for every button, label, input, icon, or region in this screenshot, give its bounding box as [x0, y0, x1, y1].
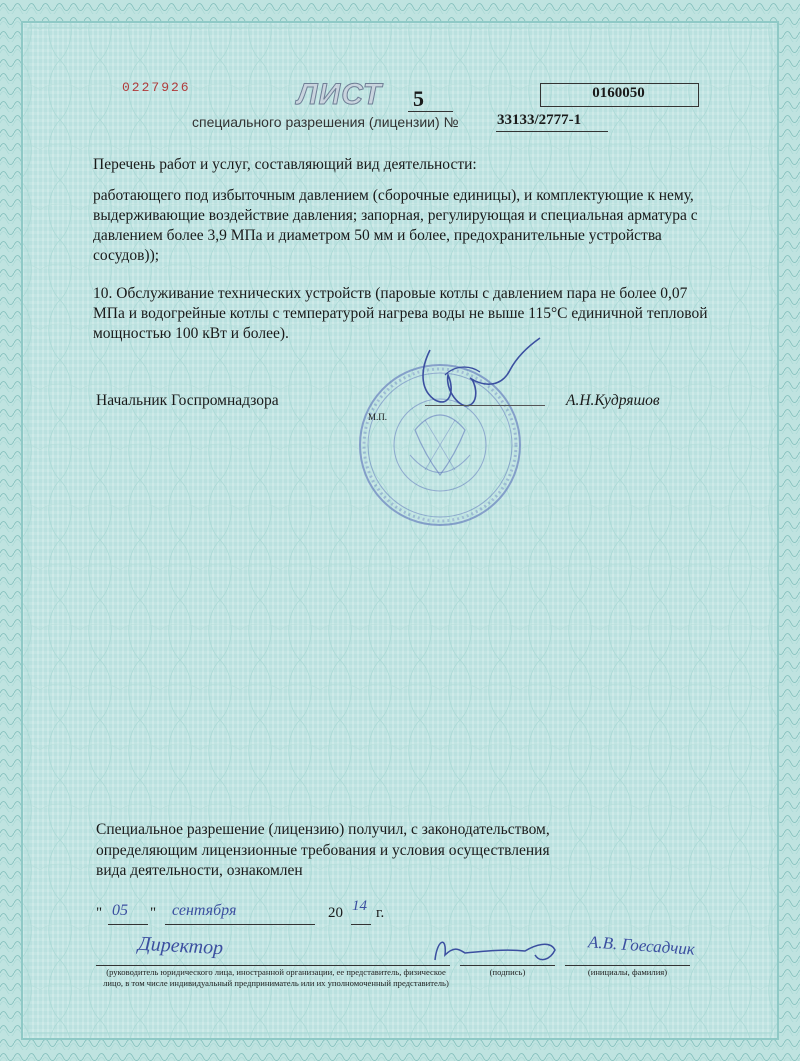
sheet-number-underline [408, 111, 453, 112]
caption-signature: (подпись) [489, 967, 526, 977]
activities-paragraph-1: работающего под избыточным давлением (сборочные единицы), и комплектующие к нему, выдерживающие воздействие давления; запорная, регулирующая и специальная арматура с давлением более 3,9 МПа и диаметром 50 мм и более, предохранительные устройства сосудов)); [93, 187, 698, 264]
date-year-suffix: 14 [352, 898, 367, 914]
caption-representative: (руководитель юридического лица, иностранной организации, ее представитель, физическое лицо, в том числе индивидуальный предприниматель или их уполномоченный представитель) [103, 967, 449, 988]
activities-paragraph-2: 10. Обслуживание технических устройств (паровые котлы с давлением пара не более 0,07 МПа и водогрейные котлы с температурой нагрева воды не выше 115°С единичной тепловой мощностью 100 кВт и более). [93, 285, 708, 342]
form-number: 0160050 [592, 85, 645, 101]
date-year-unit: г. [376, 905, 385, 921]
signature-line [425, 405, 545, 406]
date-year-prefix: 20 [328, 905, 343, 921]
signature-field-line [460, 965, 555, 966]
representative-line [96, 965, 450, 966]
date-quote-open: " [96, 905, 103, 921]
receipt-text: Специальное разрешение (лицензию) получил, с законодательством, определяющим лицензионные требования и условия осуществления вида деятельности, ознакомлен [96, 821, 550, 879]
caption-name: (инициалы, фамилия) [587, 967, 668, 977]
activities-heading: Перечень работ и услуг, составляющий вид деятельности: [93, 156, 477, 173]
date-year-line [351, 924, 371, 925]
chief-name: А.Н.Кудряшов [566, 392, 660, 409]
license-subtitle: специального разрешения (лицензии) № [192, 114, 459, 130]
date-day: 05 [112, 902, 128, 919]
license-number-underline [496, 131, 608, 132]
name-field-line [565, 965, 690, 966]
chief-signature [400, 330, 560, 440]
stamp-label: М.П. [368, 412, 388, 422]
sheet-number: 5 [413, 86, 424, 111]
chief-position: Начальник Госпромнадзора [96, 392, 279, 409]
handwritten-name: А.В. Гоесадчик [587, 932, 696, 959]
license-number: 33133/2777-1 [497, 112, 582, 128]
date-day-line [108, 924, 148, 925]
date-month: сентября [172, 902, 237, 919]
serial-number: 0227926 [122, 80, 191, 95]
sheet-label: ЛИСТ [297, 78, 383, 111]
date-month-line [165, 924, 315, 925]
handwritten-position: Директор [137, 932, 224, 960]
date-quote-close: " [150, 905, 157, 921]
